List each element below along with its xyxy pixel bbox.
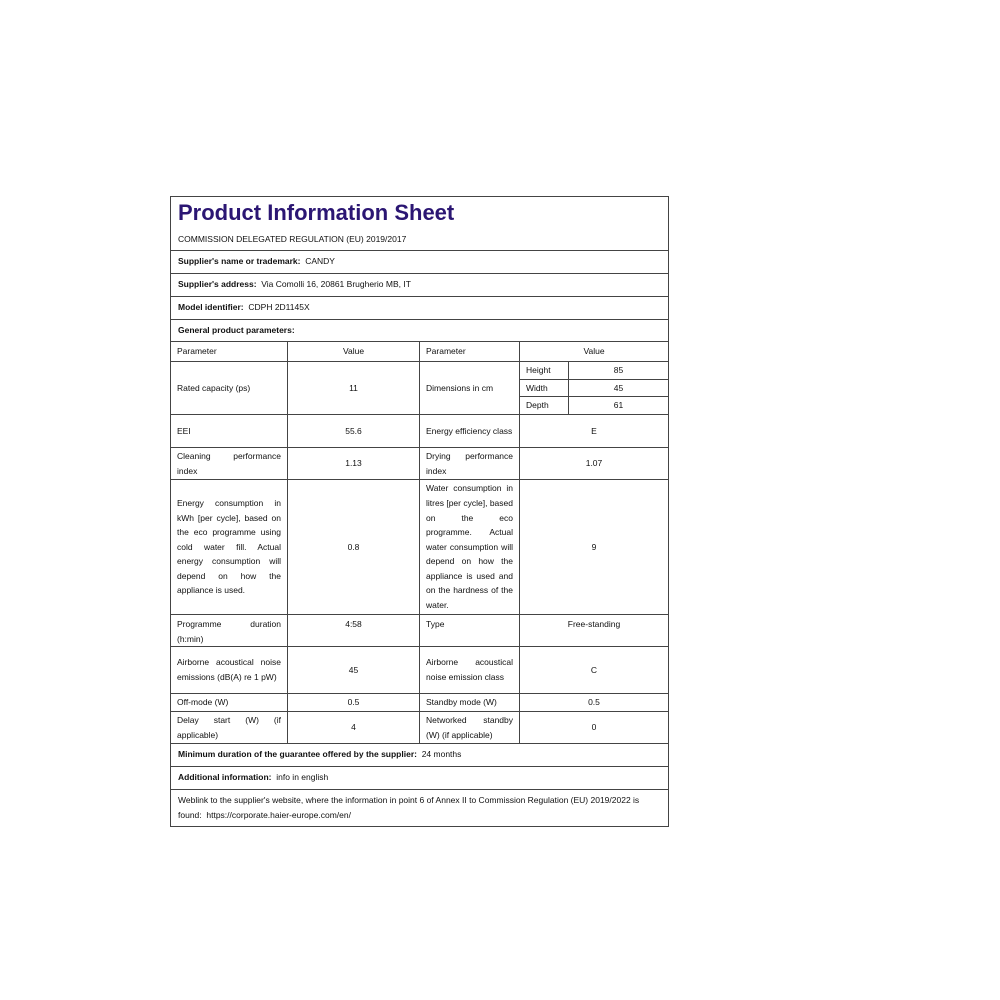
general-parameters-row — [171, 320, 668, 342]
height-value: 85 — [569, 362, 668, 380]
model-identifier-value: CDPH 2D1145X — [248, 302, 310, 312]
noise-emissions-label: Airborne acoustical noise emissions (dB(A) re 1 pW) — [171, 647, 288, 694]
programme-duration-value: 4:58 — [288, 615, 420, 647]
cleaning-index-value: 1.13 — [288, 448, 420, 480]
standby-value: 0.5 — [520, 694, 668, 712]
dimensions-label: Dimensions in cm — [420, 362, 520, 415]
general-parameters-label: General product parameters: — [178, 325, 295, 335]
weblink-text: Weblink to the supplier's website, where the information in point 6 of Annex II to Commission Regulation (EU) 2019/2022 is found: — [178, 795, 640, 820]
col-header-parameter-1: Parameter — [171, 342, 288, 362]
depth-value: 61 — [613, 400, 624, 411]
height-label: Height — [520, 362, 569, 380]
additional-info-row — [171, 767, 668, 790]
water-consumption-label: Water consumption in litres [per cycle], based on the eco programme. Actual water consumption will depend on how the appliance is used and on the hardness of the water. — [420, 480, 520, 615]
standby-label: Standby mode (W) — [420, 694, 520, 712]
supplier-address-label: Supplier's address: — [178, 279, 257, 289]
guarantee-value: 24 months — [421, 749, 462, 759]
eei-label: EEI — [171, 415, 288, 448]
weblink-section — [178, 793, 648, 822]
networked-standby-label: Networked standby (W) (if applicable) — [420, 712, 520, 744]
programme-duration-label: Programme duration (h:min) — [171, 615, 288, 647]
noise-class-label: Airborne acoustical noise emission class — [420, 647, 520, 694]
model-identifier-row — [171, 297, 668, 320]
drying-index-value: 1.07 — [520, 448, 668, 480]
noise-emissions-value: 45 — [288, 647, 420, 694]
energy-consumption-value: 0.8 — [288, 480, 420, 615]
additional-info-value: info in english — [276, 772, 329, 782]
rated-capacity-value: 11 — [288, 362, 420, 415]
width-label: Width — [520, 380, 569, 397]
cleaning-index-label: Cleaning performance index — [171, 448, 288, 480]
product-information-sheet — [170, 196, 669, 827]
water-consumption-value: 9 — [520, 480, 668, 615]
type-value: Free-standing — [520, 615, 668, 647]
parameters-table — [171, 342, 668, 744]
col-header-parameter-2: Parameter — [420, 342, 520, 362]
supplier-name-label: Supplier's name or trademark: — [178, 256, 301, 266]
model-identifier-label: Model identifier: — [178, 302, 244, 312]
additional-info-label: Additional information: — [178, 772, 272, 782]
off-mode-label: Off-mode (W) — [171, 694, 288, 712]
col-header-value-2: Value — [520, 342, 668, 362]
supplier-name-value: CANDY — [305, 256, 335, 266]
supplier-address-value: Via Comolli 16, 20861 Brugherio MB, IT — [261, 279, 411, 289]
depth-label: Depth — [520, 397, 569, 414]
supplier-name-row — [171, 251, 668, 274]
page-title: Product Information Sheet — [178, 200, 455, 225]
noise-class-value: C — [520, 647, 668, 694]
width-value: 45 — [569, 380, 668, 397]
title-section — [171, 197, 668, 251]
energy-consumption-label: Energy consumption in kWh [per cycle], based on the eco programme using cold water fill. Actual energy consumption will depend on how the appliance is used. — [171, 480, 288, 615]
col-header-value-1: Value — [288, 342, 420, 362]
networked-standby-value: 0 — [520, 712, 668, 744]
supplier-address-row — [171, 274, 668, 297]
delay-start-label: Delay start (W) (if applicable) — [171, 712, 288, 744]
weblink-url[interactable]: https://corporate.haier-europe.com/en/ — [206, 809, 351, 820]
delay-start-value: 4 — [288, 712, 420, 744]
energy-class-label: Energy efficiency class — [420, 415, 520, 448]
off-mode-value: 0.5 — [288, 694, 420, 712]
type-label: Type — [420, 615, 520, 647]
energy-class-value: E — [520, 415, 668, 448]
eei-value: 55.6 — [288, 415, 420, 448]
regulation-text: COMMISSION DELEGATED REGULATION (EU) 2019/2017 — [178, 234, 407, 244]
drying-index-label: Drying performance index — [420, 448, 520, 480]
guarantee-label: Minimum duration of the guarantee offered by the supplier: — [178, 749, 417, 759]
rated-capacity-label: Rated capacity (ps) — [171, 362, 288, 415]
dimensions-values — [520, 362, 668, 415]
guarantee-row — [171, 744, 668, 767]
